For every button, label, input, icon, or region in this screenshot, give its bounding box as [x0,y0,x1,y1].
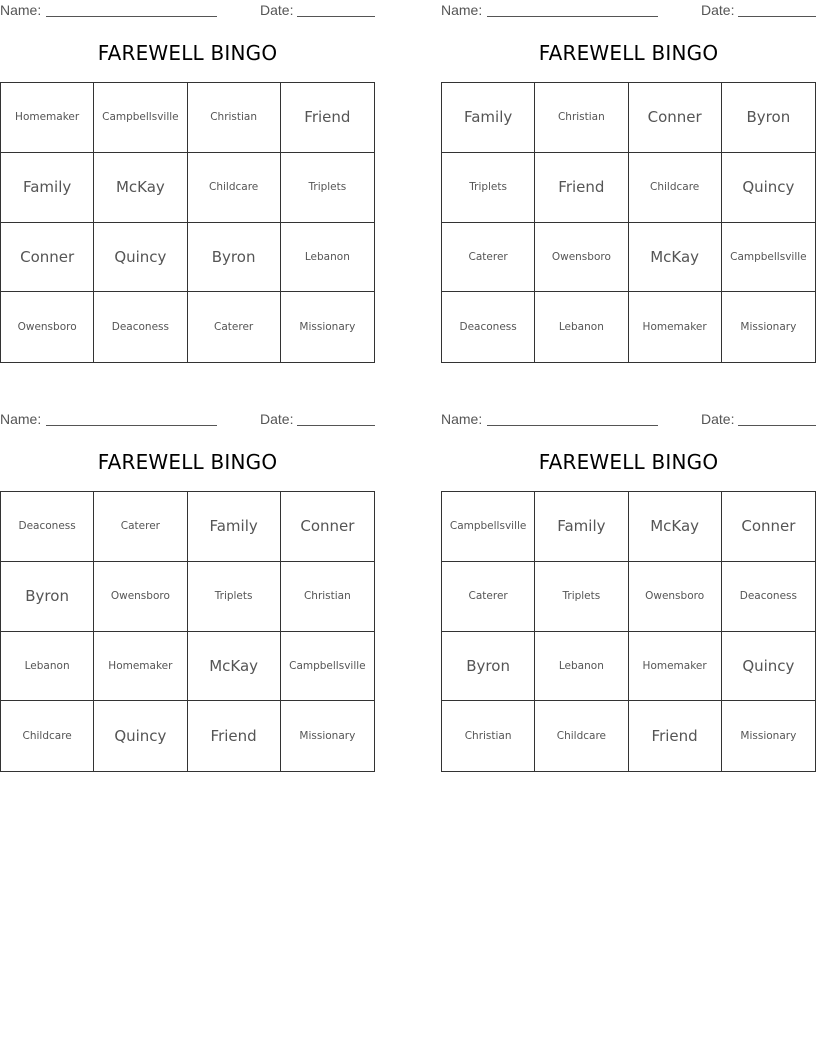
name-label: Name: [0,411,42,427]
bingo-cell: Deaconess [722,562,815,632]
date-line [297,16,375,17]
bingo-cell: Friend [188,701,281,771]
bingo-cell: McKay [94,153,187,223]
bingo-cell: Campbellsville [94,83,187,153]
date-label: Date: [701,411,735,427]
bingo-cell: Byron [722,83,815,153]
bingo-cell: Caterer [442,562,535,632]
bingo-cell: Lebanon [535,292,628,362]
bingo-cell: Family [442,83,535,153]
bingo-cell: Homemaker [629,632,722,702]
bingo-cell: Byron [442,632,535,702]
bingo-cell: Triplets [535,562,628,632]
date-line [738,16,816,17]
name-label: Name: [0,2,42,18]
bingo-cell: McKay [629,223,722,293]
bingo-cell: Deaconess [442,292,535,362]
bingo-cell: Campbellsville [442,492,535,562]
bingo-cell: Childcare [629,153,722,223]
card-title: FAREWELL BINGO [538,450,719,474]
bingo-grid [441,82,816,363]
date-label: Date: [260,411,294,427]
bingo-cell: Campbellsville [281,632,374,702]
bingo-cell: Friend [535,153,628,223]
bingo-cell: Conner [629,83,722,153]
bingo-cell: Caterer [94,492,187,562]
date-label: Date: [701,2,735,18]
bingo-cell: Friend [281,83,374,153]
date-line [738,425,816,426]
bingo-cell: Owensboro [535,223,628,293]
bingo-cell: Byron [188,223,281,293]
bingo-cell: Family [535,492,628,562]
bingo-cell: Quincy [722,632,815,702]
card-header [0,411,375,429]
bingo-grid [0,491,375,772]
name-label: Name: [441,411,483,427]
bingo-cell: Quincy [722,153,815,223]
bingo-cell: McKay [188,632,281,702]
bingo-cell: Quincy [94,701,187,771]
card-title: FAREWELL BINGO [97,450,278,474]
date-line [297,425,375,426]
bingo-cell: Missionary [299,730,356,743]
name-label: Name: [441,2,483,18]
name-line [46,16,217,17]
bingo-cell: Conner [281,492,374,562]
date-label: Date: [260,2,294,18]
bingo-cell: Missionary [740,730,797,743]
bingo-cell: Childcare [535,701,628,771]
bingo-cell: Friend [629,701,722,771]
bingo-cell: Family [1,153,94,223]
card-title: FAREWELL BINGO [97,41,278,65]
bingo-grid [441,491,816,772]
bingo-cell: Missionary [299,321,356,334]
card-title: FAREWELL BINGO [538,41,719,65]
bingo-cell: Christian [442,701,535,771]
bingo-cell: Owensboro [1,292,94,362]
bingo-cell: Christian [281,562,374,632]
bingo-card-2 [441,0,816,365]
bingo-cell: McKay [629,492,722,562]
bingo-card-4 [441,409,816,774]
bingo-cell: Christian [188,83,281,153]
bingo-cell: Campbellsville [722,223,815,293]
bingo-cell: Quincy [94,223,187,293]
bingo-cell: Family [188,492,281,562]
bingo-card-3 [0,409,375,774]
bingo-cell: Childcare [188,153,281,223]
card-header [441,411,816,429]
bingo-cell: Triplets [188,562,281,632]
card-header [441,2,816,20]
bingo-cell: Lebanon [281,223,374,293]
name-line [487,16,658,17]
bingo-cell: Deaconess [94,292,187,362]
bingo-cell: Deaconess [1,492,94,562]
bingo-cell: Missionary [740,321,797,334]
bingo-cell: Homemaker [629,292,722,362]
bingo-cell: Conner [1,223,94,293]
bingo-cell: Byron [1,562,94,632]
bingo-cell: Owensboro [629,562,722,632]
bingo-cell: Christian [535,83,628,153]
bingo-card-1 [0,0,375,365]
bingo-grid [0,82,375,363]
bingo-cell: Triplets [442,153,535,223]
bingo-cell: Homemaker [1,83,94,153]
bingo-cell: Lebanon [1,632,94,702]
bingo-cell: Caterer [188,292,281,362]
bingo-cell: Triplets [281,153,374,223]
bingo-cell: Homemaker [94,632,187,702]
bingo-cell: Childcare [1,701,94,771]
name-line [46,425,217,426]
bingo-cell: Lebanon [535,632,628,702]
bingo-cell: Owensboro [94,562,187,632]
name-line [487,425,658,426]
bingo-cell: Caterer [442,223,535,293]
card-header [0,2,375,20]
bingo-cell: Conner [722,492,815,562]
